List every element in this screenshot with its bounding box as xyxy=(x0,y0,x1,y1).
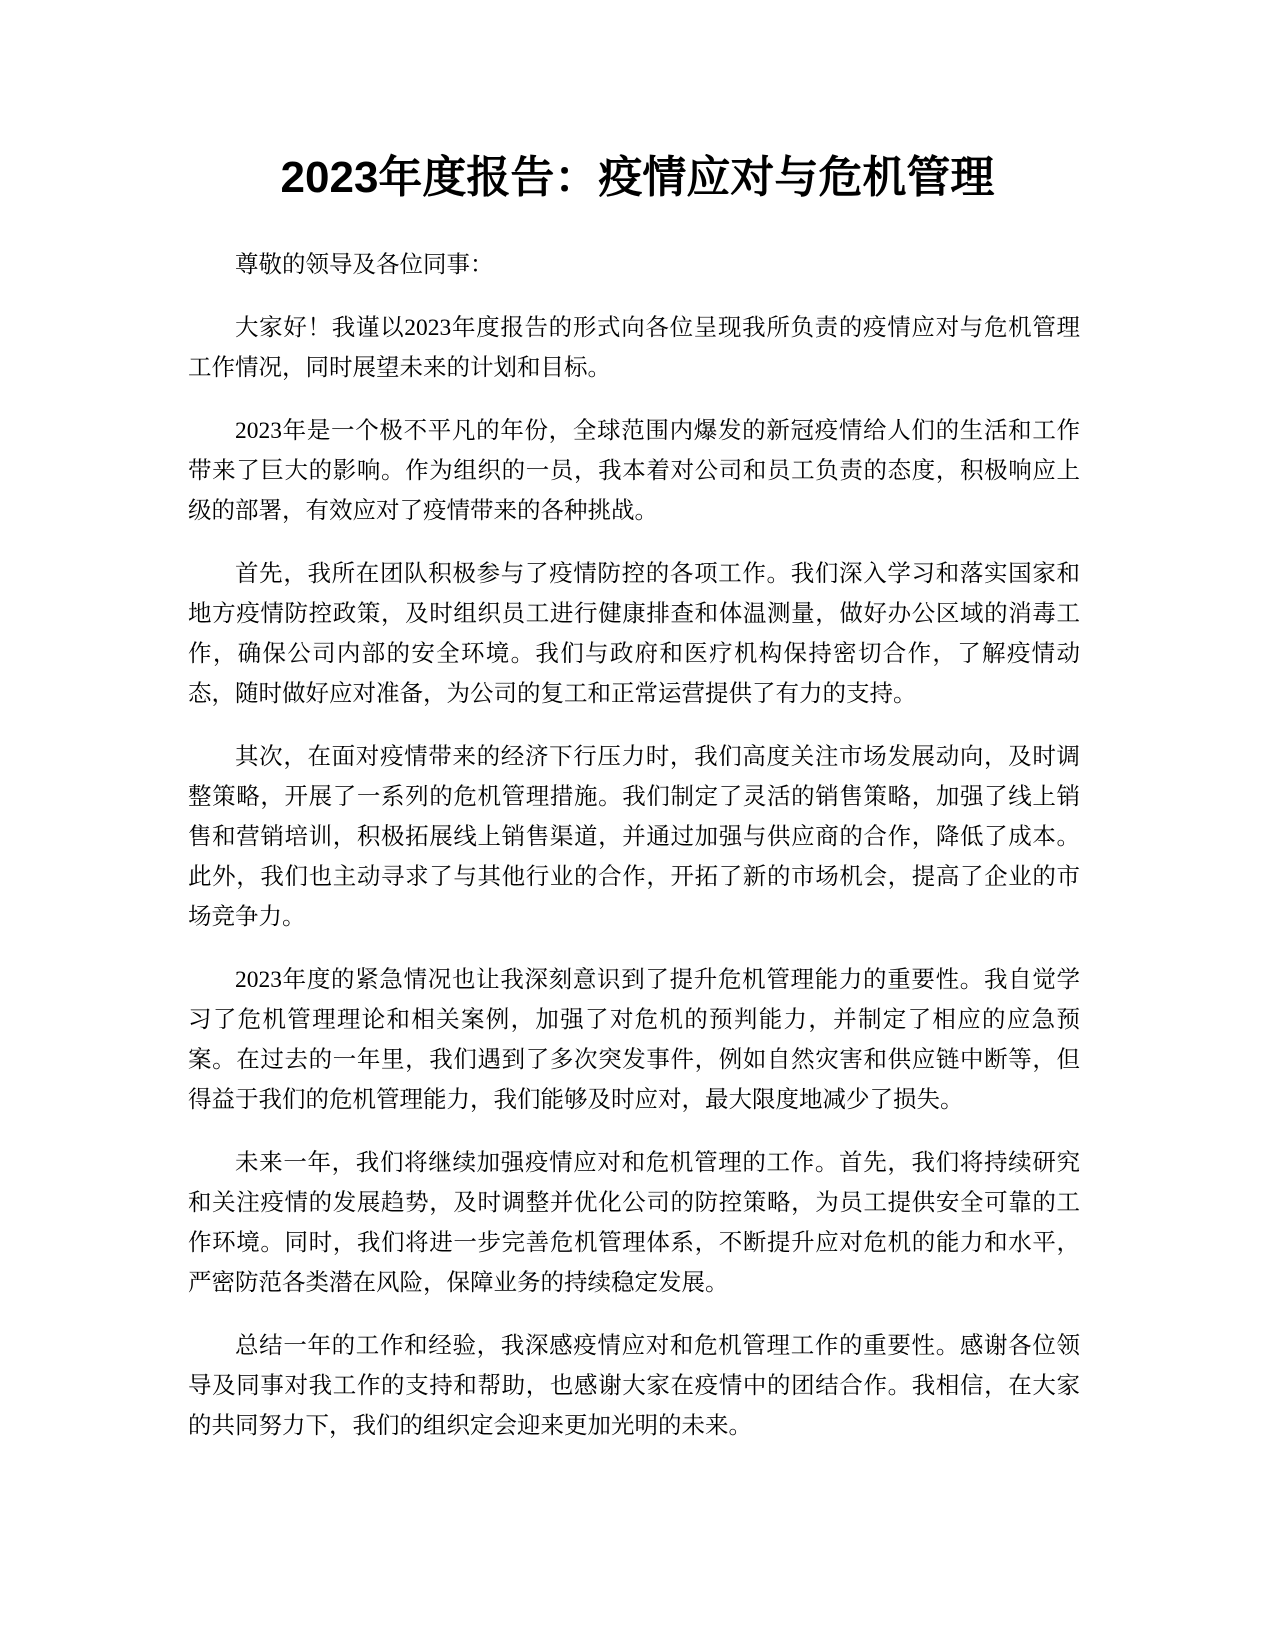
document-title: 2023年度报告：疫情应对与危机管理 xyxy=(280,153,995,202)
paragraph-conclusion: 总结一年的工作和经验，我深感疫情应对和危机管理工作的重要性。感谢各位领导及同事对我工作的支持和帮助，也感谢大家在疫情中的团结合作。我相信，在大家的共同努力下，我们的组织定会迎来更加光明的未来。 xyxy=(188,1333,1080,1439)
salutation: 尊敬的领导及各位同事： xyxy=(235,252,494,278)
paragraph-greeting: 大家好！我谨以2023年度报告的形式向各位呈现我所负责的疫情应对与危机管理工作情况，同时展望未来的计划和目标。 xyxy=(188,315,1080,381)
paragraph-year-overview: 2023年是一个极不平凡的年份，全球范围内爆发的新冠疫情给人们的生活和工作带来了巨大的影响。作为组织的一员，我本着对公司和员工负责的态度，积极响应上级的部署，有效应对了疫情带来的各种挑战。 xyxy=(188,418,1080,524)
paragraph-crisis-capability: 2023年度的紧急情况也让我深刻意识到了提升危机管理能力的重要性。我自觉学习了危机管理理论和相关案例，加强了对危机的预判能力，并制定了相应的应急预案。在过去的一年里，我们遇到了多次突发事件，例如自然灾害和供应链中断等，但得益于我们的危机管理能力，我们能够及时应对，最大限度地减少了损失。 xyxy=(188,967,1080,1113)
document-body xyxy=(188,245,1080,1469)
paragraph-epidemic-prevention: 首先，我所在团队积极参与了疫情防控的各项工作。我们深入学习和落实国家和地方疫情防控政策，及时组织员工进行健康排查和体温测量，做好办公区域的消毒工作，确保公司内部的安全环境。我们与政府和医疗机构保持密切合作，了解疫情动态，随时做好应对准备，为公司的复工和正常运营提供了有力的支持。 xyxy=(188,561,1080,707)
paragraph-future-plan: 未来一年，我们将继续加强疫情应对和危机管理的工作。首先，我们将持续研究和关注疫情的发展趋势，及时调整并优化公司的防控策略，为员工提供安全可靠的工作环境。同时，我们将进一步完善危机管理体系，不断提升应对危机的能力和水平，严密防范各类潜在风险，保障业务的持续稳定发展。 xyxy=(188,1150,1080,1296)
paragraph-crisis-measures: 其次，在面对疫情带来的经济下行压力时，我们高度关注市场发展动向，及时调整策略，开展了一系列的危机管理措施。我们制定了灵活的销售策略，加强了线上销售和营销培训，积极拓展线上销售渠道，并通过加强与供应商的合作，降低了成本。此外，我们也主动寻求了与其他行业的合作，开拓了新的市场机会，提高了企业的市场竞争力。 xyxy=(188,744,1080,930)
